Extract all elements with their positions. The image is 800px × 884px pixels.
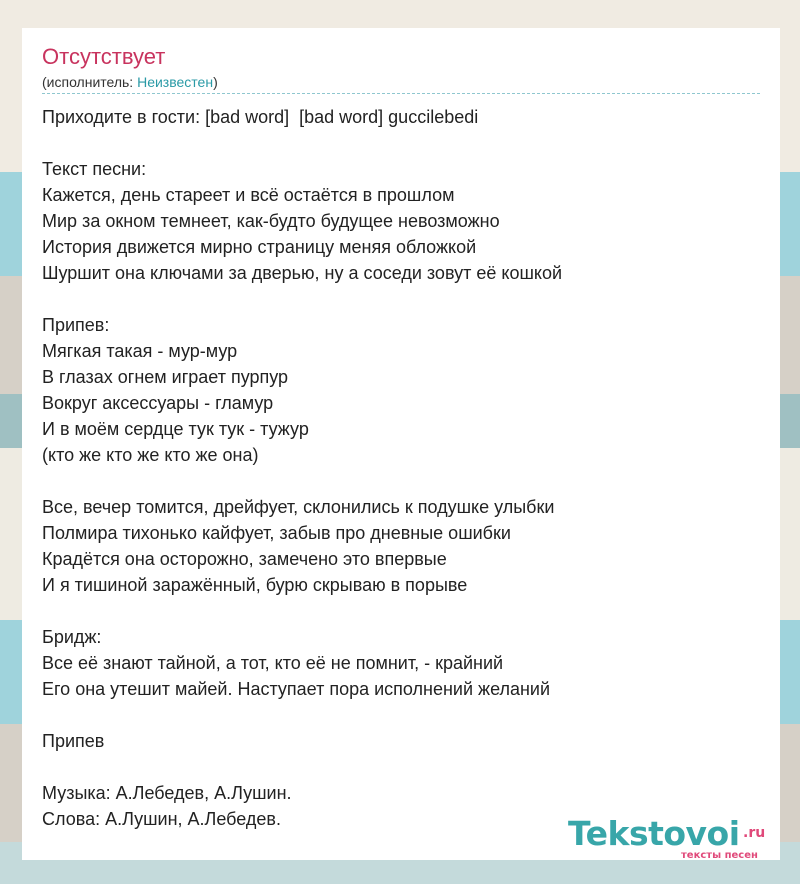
lyric-line: Текст песни: xyxy=(42,159,147,179)
artist-link[interactable]: Неизвестен xyxy=(137,74,214,90)
lyric-line: И в моём сердце тук тук - тужур xyxy=(42,419,309,439)
lyric-line: В глазах огнем играет пурпур xyxy=(42,367,289,387)
logo-wordmark: Tekstovoi xyxy=(568,814,740,853)
lyric-line: (кто же кто же кто же она) xyxy=(42,445,259,465)
lyric-line: Слова: А.Лушин, А.Лебедев. xyxy=(42,809,281,829)
lyric-line: Музыка: А.Лебедев, А.Лушин. xyxy=(42,783,292,803)
lyric-line: Бридж: xyxy=(42,627,102,647)
lyric-line: Крадётся она осторожно, замечено это впервые xyxy=(42,549,447,569)
artist-prefix: (исполнитель: xyxy=(42,74,138,90)
logo-domain: .ru xyxy=(743,825,766,841)
lyric-line: Мир за окном темнеет, как-будто будущее невозможно xyxy=(42,211,500,231)
lyric-line xyxy=(42,286,752,312)
artist-suffix: ) xyxy=(213,74,218,90)
lyric-line: История движется мирно страницу меняя обложкой xyxy=(42,237,477,257)
lyric-line: И я тишиной заражённый, бурю скрываю в порыве xyxy=(42,575,468,595)
lyrics-text xyxy=(42,104,752,832)
lyric-line: Мягкая такая - мур-мур xyxy=(42,341,238,361)
lyric-line: Вокруг аксессуары - гламур xyxy=(42,393,274,413)
logo-subtitle: тексты песен xyxy=(681,850,758,861)
song-title: Отсутствует xyxy=(42,44,166,69)
lyric-line: Кажется, день стареет и всё остаётся в прошлом xyxy=(42,185,455,205)
lyric-line: Все, вечер томится, дрейфует, склонились к подушке улыбки xyxy=(42,497,555,517)
title-divider xyxy=(42,93,760,94)
lyric-line xyxy=(42,598,752,624)
lyrics-card xyxy=(22,28,780,860)
lyric-line xyxy=(42,702,752,728)
lyric-line xyxy=(42,130,752,156)
lyric-line: Его она утешит майей. Наступает пора исполнений желаний xyxy=(42,679,551,699)
artist-line xyxy=(42,73,218,91)
lyric-line: Шуршит она ключами за дверью, ну а соседи зовут её кошкой xyxy=(42,263,563,283)
site-logo[interactable] xyxy=(568,814,778,861)
lyric-line: Припев xyxy=(42,731,105,751)
lyric-line xyxy=(42,468,752,494)
lyric-line xyxy=(42,754,752,780)
lyric-line: Приходите в гости: [bad word] [bad word] guccilebedi xyxy=(42,107,479,127)
lyric-line: Полмира тихонько кайфует, забыв про дневные ошибки xyxy=(42,523,511,543)
lyric-line: Припев: xyxy=(42,315,110,335)
lyric-line: Все её знают тайной, а тот, кто её не помнит, - крайний xyxy=(42,653,504,673)
